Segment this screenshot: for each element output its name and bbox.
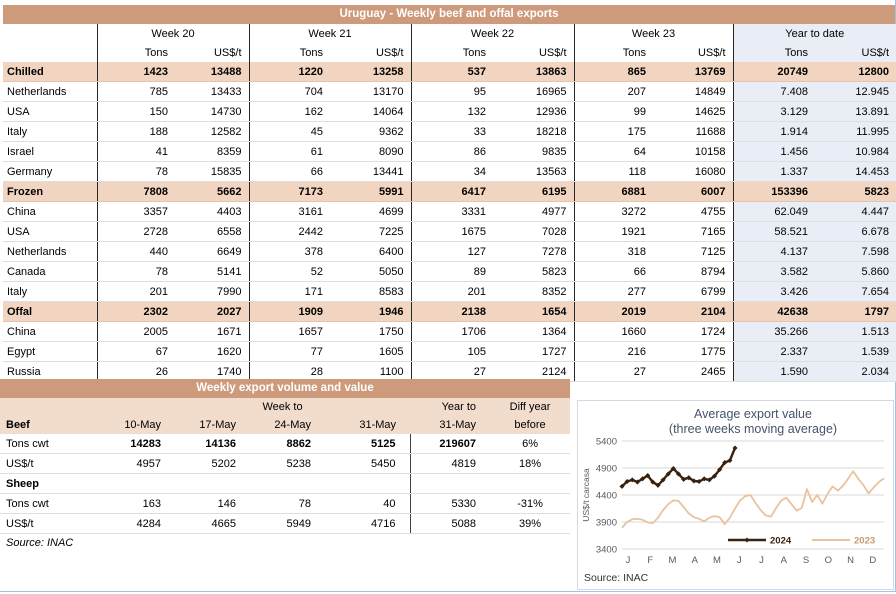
week-header-cell: Year to date <box>733 24 896 43</box>
weekly-data-row <box>0 494 570 514</box>
value-cell: 2465 <box>653 362 733 382</box>
value-cell <box>325 474 410 494</box>
value-cell: 3.426 <box>733 282 815 302</box>
y-tick-label: 4900 <box>595 463 617 475</box>
value-cell: 12936 <box>493 102 574 122</box>
value-cell: 5141 <box>175 262 249 282</box>
value-cell: 11688 <box>653 122 733 142</box>
y-tick-label: 3900 <box>595 517 617 529</box>
country-row <box>3 322 896 342</box>
value-cell: 216 <box>574 342 653 362</box>
value-cell: 1909 <box>249 302 330 322</box>
date-header: 31-May <box>325 416 410 434</box>
country-row <box>3 122 896 142</box>
tons-header: Tons <box>622 46 646 59</box>
value-cell: 1.590 <box>733 362 815 382</box>
value-cell: 7125 <box>653 242 733 262</box>
value-cell: 78 <box>250 494 325 514</box>
value-cell: 1.914 <box>733 122 815 142</box>
value-cell: 1921 <box>574 222 653 242</box>
y-tick-label: 3400 <box>595 544 617 556</box>
value-cell: 440 <box>97 242 175 262</box>
month-label: J <box>625 555 631 566</box>
value-cell: 1727 <box>493 342 574 362</box>
value-cell: 62.049 <box>733 202 815 222</box>
sheep-section-header: Sheep <box>0 474 95 494</box>
value-cell: 86 <box>411 142 493 162</box>
weekly-data-row <box>0 434 570 454</box>
value-cell: 785 <box>97 82 175 102</box>
value-cell: 7808 <box>97 182 175 202</box>
value-cell: 1671 <box>175 322 249 342</box>
country-row <box>3 262 896 282</box>
weekly-data-row <box>0 454 570 474</box>
value-cell: 6417 <box>411 182 493 202</box>
value-cell: 67 <box>97 342 175 362</box>
value-cell <box>175 474 250 494</box>
date-header: 31-May <box>410 416 490 434</box>
value-cell <box>95 474 175 494</box>
month-label: M <box>668 555 677 566</box>
value-cell: 378 <box>249 242 330 262</box>
tons-header: Tons <box>144 46 168 59</box>
value-cell: 2728 <box>97 222 175 242</box>
main-header-units-row <box>3 43 896 62</box>
value-cell: 13563 <box>493 162 574 182</box>
y-tick-label: 5400 <box>595 436 617 448</box>
value-cell: 6400 <box>330 242 411 262</box>
main-export-table <box>3 5 895 382</box>
value-cell: 8359 <box>175 142 249 162</box>
main-header-weeks-row <box>3 24 896 43</box>
value-cell: 171 <box>249 282 330 302</box>
value-cell: 277 <box>574 282 653 302</box>
value-cell: 1423 <box>97 62 175 82</box>
country-label: Germany <box>3 162 97 182</box>
value-cell: 4403 <box>175 202 249 222</box>
value-cell: 42638 <box>733 302 815 322</box>
value-cell: 318 <box>574 242 653 262</box>
value-cell: 13863 <box>493 62 574 82</box>
value-cell: 1605 <box>330 342 411 362</box>
value-cell: 7990 <box>175 282 249 302</box>
month-label: A <box>780 555 787 566</box>
weekly-data-row <box>0 474 570 494</box>
value-cell: 1.513 <box>815 322 896 342</box>
value-cell: 162 <box>249 102 330 122</box>
value-cell: 1706 <box>411 322 493 342</box>
value-cell: 40 <box>325 494 410 514</box>
week-to-header: Week to <box>95 398 410 416</box>
month-label: S <box>802 555 810 566</box>
value-cell: 5.860 <box>815 262 896 282</box>
country-label: China <box>3 202 97 222</box>
value-cell: 5991 <box>330 182 411 202</box>
value-cell: 4665 <box>175 514 250 534</box>
value-cell: 6.678 <box>815 222 896 242</box>
value-cell: 39% <box>490 514 570 534</box>
main-table <box>3 24 896 382</box>
value-cell: 6195 <box>493 182 574 202</box>
section-row <box>3 302 896 322</box>
value-cell: 18218 <box>493 122 574 142</box>
section-label: Offal <box>3 302 97 322</box>
value-cell: 1657 <box>249 322 330 342</box>
main-table-title: Uruguay - Weekly beef and offal exports <box>3 5 895 24</box>
value-cell: 7278 <box>493 242 574 262</box>
week-header-cell: Week 23 <box>574 24 733 43</box>
value-cell: 6007 <box>653 182 733 202</box>
section-label: Chilled <box>3 62 97 82</box>
value-cell: 45 <box>249 122 330 142</box>
value-cell: 52 <box>249 262 330 282</box>
tons-header: Tons <box>299 46 323 59</box>
value-cell: 35.266 <box>733 322 815 342</box>
month-label: O <box>824 555 832 566</box>
value-cell: 201 <box>97 282 175 302</box>
value-cell: 12.945 <box>815 82 896 102</box>
month-label: N <box>847 555 854 566</box>
week-header-cell: Week 21 <box>249 24 411 43</box>
value-cell: 4.137 <box>733 242 815 262</box>
blank-cell <box>0 398 95 416</box>
chart-title: Average export value <box>694 407 812 421</box>
value-cell: 41 <box>97 142 175 162</box>
country-row <box>3 282 896 302</box>
value-cell: 89 <box>411 262 493 282</box>
value-cell: 66 <box>249 162 330 182</box>
value-cell: 1797 <box>815 302 896 322</box>
value-cell: 12800 <box>815 62 896 82</box>
value-cell: 9362 <box>330 122 411 142</box>
usdt-header: US$/t <box>815 43 896 62</box>
section-row <box>3 62 896 82</box>
value-cell: 4716 <box>325 514 410 534</box>
value-cell: 2.034 <box>815 362 896 382</box>
date-header: 17-May <box>175 416 250 434</box>
country-row <box>3 202 896 222</box>
usdt-header: US$/t <box>653 43 733 62</box>
value-cell: 2019 <box>574 302 653 322</box>
value-cell: 13.891 <box>815 102 896 122</box>
value-cell: 12582 <box>175 122 249 142</box>
country-row <box>3 242 896 262</box>
corner-cell <box>3 24 97 43</box>
corner-cell <box>3 43 97 62</box>
country-label: USA <box>3 222 97 242</box>
value-cell: 14849 <box>653 82 733 102</box>
value-cell: 6% <box>490 434 570 454</box>
value-cell: 118 <box>574 162 653 182</box>
country-row <box>3 82 896 102</box>
value-cell: 4819 <box>410 454 490 474</box>
value-cell: 9835 <box>493 142 574 162</box>
value-cell: 2302 <box>97 302 175 322</box>
value-cell: 13769 <box>653 62 733 82</box>
value-cell: 13433 <box>175 82 249 102</box>
value-cell: 1100 <box>330 362 411 382</box>
value-cell: 11.995 <box>815 122 896 142</box>
value-cell: 1946 <box>330 302 411 322</box>
country-label: China <box>3 322 97 342</box>
value-cell: 153396 <box>733 182 815 202</box>
value-cell <box>490 474 570 494</box>
weekly-volume-table <box>0 379 570 549</box>
value-cell: 3272 <box>574 202 653 222</box>
legend-2023-label: 2023 <box>854 535 876 547</box>
value-cell: 13441 <box>330 162 411 182</box>
weekly-data-row <box>0 514 570 534</box>
value-cell: 14730 <box>175 102 249 122</box>
value-cell: 6649 <box>175 242 249 262</box>
value-cell: 4.447 <box>815 202 896 222</box>
value-cell: 14.453 <box>815 162 896 182</box>
metric-label: Tons cwt <box>0 494 95 514</box>
country-label: Canada <box>3 262 97 282</box>
value-cell: 704 <box>249 82 330 102</box>
usdt-header: US$/t <box>493 43 574 62</box>
value-cell: 13258 <box>330 62 411 82</box>
date-header: before <box>490 416 570 434</box>
metric-label: US$/t <box>0 454 95 474</box>
value-cell: 1654 <box>493 302 574 322</box>
value-cell: 33 <box>411 122 493 142</box>
week-header-cell: Week 20 <box>97 24 249 43</box>
value-cell: 6881 <box>574 182 653 202</box>
country-row <box>3 102 896 122</box>
weekly-col-header-row <box>0 416 570 434</box>
chart-canvas <box>578 401 893 589</box>
metric-label: US$/t <box>0 514 95 534</box>
value-cell: 1660 <box>574 322 653 342</box>
value-cell: 2124 <box>493 362 574 382</box>
value-cell: 26 <box>97 362 175 382</box>
value-cell: 1740 <box>175 362 249 382</box>
tons-header: Tons <box>733 43 815 62</box>
value-cell: 34 <box>411 162 493 182</box>
usdt-header: US$/t <box>330 43 411 62</box>
value-cell: 95 <box>411 82 493 102</box>
value-cell: 201 <box>411 282 493 302</box>
value-cell: 4957 <box>95 454 175 474</box>
value-cell: 4699 <box>330 202 411 222</box>
value-cell: 5949 <box>250 514 325 534</box>
average-export-value-chart <box>577 400 894 590</box>
country-label: Egypt <box>3 342 97 362</box>
value-cell: 8583 <box>330 282 411 302</box>
weekly-table-source: Source: INAC <box>6 537 74 549</box>
country-row <box>3 142 896 162</box>
month-label: J <box>759 555 764 566</box>
country-label: USA <box>3 102 97 122</box>
value-cell: 175 <box>574 122 653 142</box>
value-cell: 2442 <box>249 222 330 242</box>
value-cell: 7173 <box>249 182 330 202</box>
value-cell: 78 <box>97 262 175 282</box>
value-cell: 5662 <box>175 182 249 202</box>
legend-2024-label: 2024 <box>770 535 792 547</box>
value-cell: 1.337 <box>733 162 815 182</box>
value-cell: 99 <box>574 102 653 122</box>
value-cell: 3.129 <box>733 102 815 122</box>
usdt-header: US$/t <box>175 43 249 62</box>
tons-header: Tons <box>462 46 486 59</box>
value-cell: 8862 <box>250 434 325 454</box>
value-cell: 14283 <box>95 434 175 454</box>
month-label: M <box>713 555 721 566</box>
date-header: 10-May <box>95 416 175 434</box>
value-cell: 3357 <box>97 202 175 222</box>
value-cell: 1675 <box>411 222 493 242</box>
weekly-table-title: Weekly export volume and value <box>0 379 570 398</box>
value-cell: 132 <box>411 102 493 122</box>
value-cell: 1724 <box>653 322 733 342</box>
value-cell: 2027 <box>175 302 249 322</box>
value-cell: 13488 <box>175 62 249 82</box>
diff-year-header: Diff year <box>490 398 570 416</box>
date-header: 24-May <box>250 416 325 434</box>
section-label: Frozen <box>3 182 97 202</box>
country-row <box>3 162 896 182</box>
value-cell: 78 <box>97 162 175 182</box>
value-cell: 3161 <box>249 202 330 222</box>
month-label: A <box>691 555 698 566</box>
value-cell: 5050 <box>330 262 411 282</box>
value-cell: 14625 <box>653 102 733 122</box>
value-cell: 1364 <box>493 322 574 342</box>
value-cell: 4977 <box>493 202 574 222</box>
value-cell: 7.408 <box>733 82 815 102</box>
value-cell: 2.337 <box>733 342 815 362</box>
value-cell: 8090 <box>330 142 411 162</box>
value-cell: 127 <box>411 242 493 262</box>
value-cell: 207 <box>574 82 653 102</box>
value-cell: 150 <box>97 102 175 122</box>
value-cell: 1775 <box>653 342 733 362</box>
value-cell: 1620 <box>175 342 249 362</box>
weekly-table <box>0 398 570 534</box>
section-row <box>3 182 896 202</box>
value-cell: 1.539 <box>815 342 896 362</box>
y-tick-label: 4400 <box>595 490 617 502</box>
value-cell: 10.984 <box>815 142 896 162</box>
week-header-cell: Week 22 <box>411 24 574 43</box>
series-2024-line <box>622 448 735 486</box>
value-cell: 8794 <box>653 262 733 282</box>
value-cell: 5823 <box>815 182 896 202</box>
value-cell: 7165 <box>653 222 733 242</box>
value-cell: 1220 <box>249 62 330 82</box>
weekly-group-header-row <box>0 398 570 416</box>
value-cell: 1750 <box>330 322 411 342</box>
value-cell: 6799 <box>653 282 733 302</box>
country-row <box>3 222 896 242</box>
value-cell: 146 <box>175 494 250 514</box>
country-label: Israel <box>3 142 97 162</box>
value-cell: 5125 <box>325 434 410 454</box>
value-cell: 61 <box>249 142 330 162</box>
value-cell: 3331 <box>411 202 493 222</box>
value-cell: 1.456 <box>733 142 815 162</box>
beef-section-header: Beef <box>0 416 95 434</box>
value-cell: 27 <box>574 362 653 382</box>
country-row <box>3 342 896 362</box>
value-cell: 16080 <box>653 162 733 182</box>
value-cell: 27 <box>411 362 493 382</box>
legend-2024-marker <box>744 537 749 542</box>
value-cell: 64 <box>574 142 653 162</box>
value-cell: 6558 <box>175 222 249 242</box>
value-cell: 66 <box>574 262 653 282</box>
value-cell: 7.598 <box>815 242 896 262</box>
month-label: J <box>736 555 742 566</box>
month-label: F <box>647 555 654 566</box>
value-cell: 2138 <box>411 302 493 322</box>
country-label: Italy <box>3 282 97 302</box>
value-cell: 7028 <box>493 222 574 242</box>
value-cell: 5823 <box>493 262 574 282</box>
country-label: Russia <box>3 362 97 382</box>
value-cell: 5088 <box>410 514 490 534</box>
value-cell <box>250 474 325 494</box>
value-cell: 5330 <box>410 494 490 514</box>
country-label: Netherlands <box>3 82 97 102</box>
value-cell: 16965 <box>493 82 574 102</box>
value-cell: 14064 <box>330 102 411 122</box>
value-cell: 14136 <box>175 434 250 454</box>
value-cell: 13170 <box>330 82 411 102</box>
y-axis-title: US$/t carcasa <box>581 468 591 522</box>
value-cell: 188 <box>97 122 175 142</box>
value-cell: 5202 <box>175 454 250 474</box>
metric-label: Tons cwt <box>0 434 95 454</box>
value-cell: 8352 <box>493 282 574 302</box>
value-cell: 4284 <box>95 514 175 534</box>
value-cell: 105 <box>411 342 493 362</box>
value-cell: 10158 <box>653 142 733 162</box>
month-label: D <box>869 555 877 566</box>
value-cell: 5238 <box>250 454 325 474</box>
chart-subtitle: (three weeks moving average) <box>668 422 838 436</box>
value-cell: 219607 <box>410 434 490 454</box>
value-cell <box>410 474 490 494</box>
value-cell: 4755 <box>653 202 733 222</box>
value-cell: 7225 <box>330 222 411 242</box>
value-cell: 15835 <box>175 162 249 182</box>
value-cell: 77 <box>249 342 330 362</box>
value-cell: 2005 <box>97 322 175 342</box>
country-label: Italy <box>3 122 97 142</box>
value-cell: 20749 <box>733 62 815 82</box>
chart-source: Source: INAC <box>584 572 649 584</box>
value-cell: 865 <box>574 62 653 82</box>
value-cell: -31% <box>490 494 570 514</box>
country-label: Netherlands <box>3 242 97 262</box>
value-cell: 58.521 <box>733 222 815 242</box>
value-cell: 18% <box>490 454 570 474</box>
value-cell: 7.654 <box>815 282 896 302</box>
value-cell: 163 <box>95 494 175 514</box>
value-cell: 2104 <box>653 302 733 322</box>
year-to-header: Year to <box>410 398 490 416</box>
value-cell: 28 <box>249 362 330 382</box>
value-cell: 537 <box>411 62 493 82</box>
value-cell: 5450 <box>325 454 410 474</box>
value-cell: 3.582 <box>733 262 815 282</box>
